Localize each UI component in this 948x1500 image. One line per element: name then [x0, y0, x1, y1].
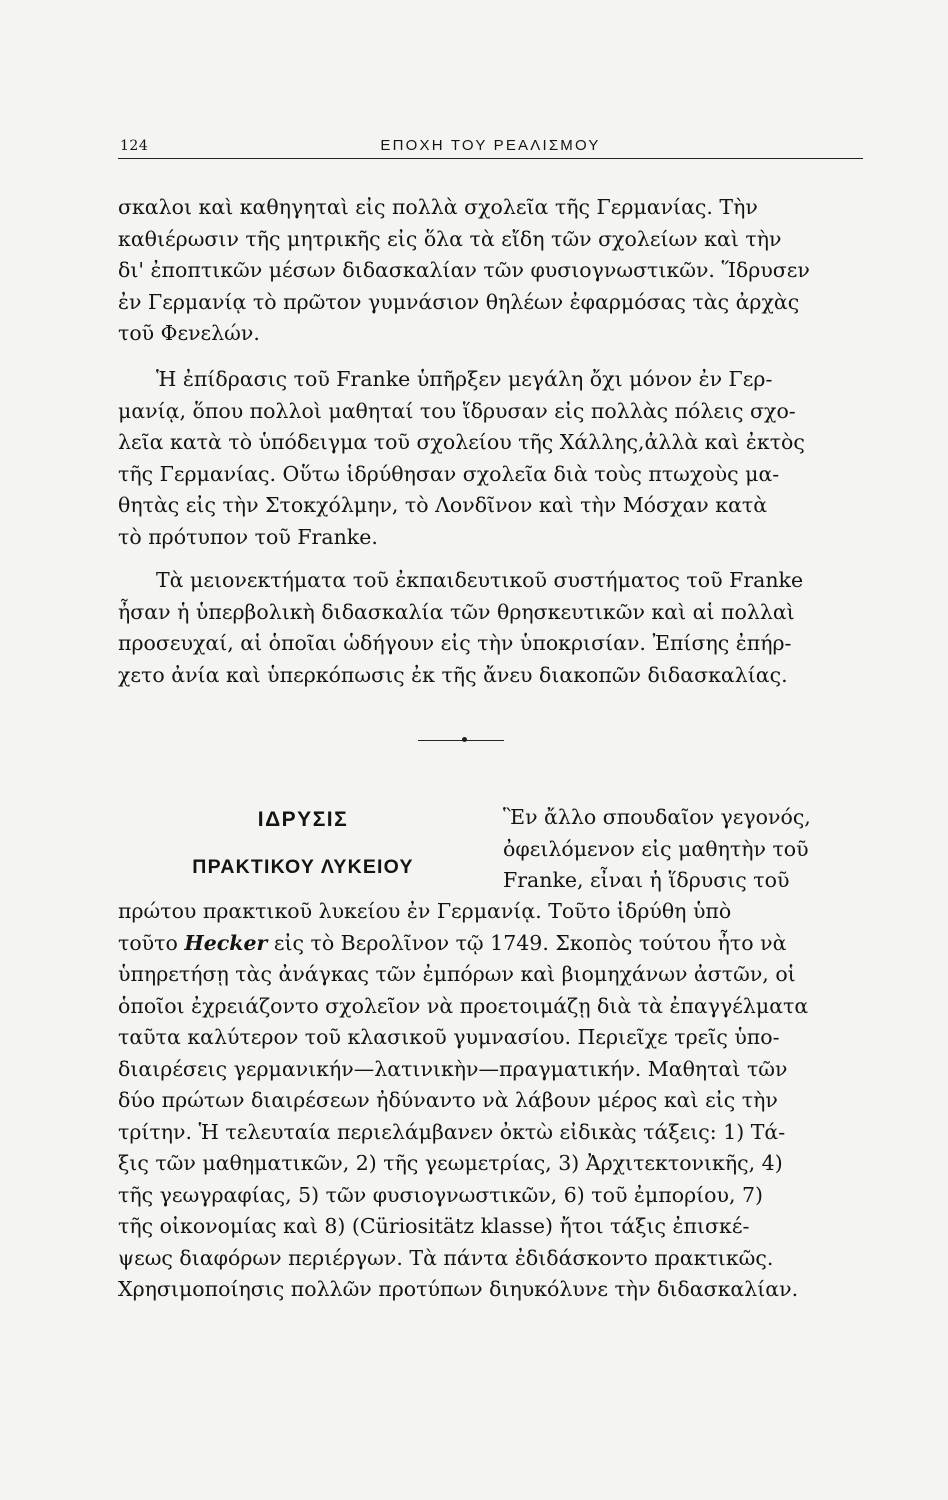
- author-name: Hecker: [184, 930, 268, 955]
- text-line: τῆς Γερμανίας. Οὕτω ἱδρύθησαν σχολεῖα διὰ τοὺς πτωχοὺς μα-: [118, 461, 780, 486]
- text-line-with-author: [118, 928, 863, 960]
- section-divider-dot: [462, 737, 467, 742]
- section-heading: [118, 808, 488, 879]
- text-line: ὀφειλόμενον εἰς μαθητὴν τοῦ: [503, 836, 809, 861]
- text-line: ξις τῶν μαθηματικῶν, 2) τῆς γεωμετρίας, 3) Ἀρχιτεκτονικῆς, 4): [118, 1151, 783, 1175]
- page-number: 124: [120, 138, 149, 154]
- text-line: ἦσαν ἡ ὑπερβολικὴ διδασκαλία τῶν θρησκευτικῶν καὶ αἱ πολλαὶ: [118, 599, 795, 624]
- text-line: Ἡ ἐπίδρασις τοῦ Franke ὑπῆρξεν μεγάλη ὄχι μόνον ἐν Γερ-: [156, 367, 773, 391]
- text-line: ἐν Γερμανίᾳ τὸ πρῶτον γυμνάσιον θηλέων ἐφαρμόσας τὰς ἀρχὰς: [118, 289, 800, 314]
- text-line: Χρησιμοποίησις πολλῶν προτύπων διηυκόλυνε τὴν διδασκαλίαν.: [118, 1277, 799, 1301]
- text-line: τοῦ Φενελών.: [118, 321, 260, 345]
- text-line: ὁποῖοι ἐχρειάζοντο σχολεῖον νὰ προετοιμάζῃ διὰ τὰ ἐπαγγέλματα: [118, 993, 809, 1018]
- text-line: δι' ἐποπτικῶν μέσων διδασκαλίαν τῶν φυσιογνωστικῶν. Ἵδρυσεν: [118, 258, 810, 282]
- text-line: πρώτου πρακτικοῦ λυκείου ἐν Γερμανίᾳ. Τοῦτο ἱδρύθη ὑπὸ: [118, 899, 732, 923]
- running-title: ΕΠΟΧΗ ΤΟΥ ΡΕΑΛΙΣΜΟΥ: [380, 137, 601, 154]
- text-line: ὑπηρετήσῃ τὰς ἀνάγκας τῶν ἐμπόρων καὶ βιομηχάνων ἀστῶν, οἱ: [118, 962, 796, 986]
- text-line: τῆς οἰκονομίας καὶ 8) (Cüriositätz klasse) ἤτοι τάξις ἐπισκέ-: [118, 1214, 750, 1238]
- text-line: προσευχαί, αἱ ὁποῖαι ὡδήγουν εἰς τὴν ὑποκρισίαν. Ἐπίσης ἐπήρ-: [118, 631, 792, 655]
- text-segment: εἰς τὸ Βερολῖνον τῷ 1749. Σκοπὸς τούτου ἦτο νὰ: [267, 930, 787, 955]
- running-head: [118, 138, 863, 159]
- text-line: τῆς γεωγραφίας, 5) τῶν φυσιογνωστικῶν, 6) τοῦ ἐμπορίου, 7): [118, 1182, 764, 1207]
- text-line: Franke, εἶναι ἡ ἵδρυσις τοῦ: [503, 868, 790, 892]
- section-intro: [503, 802, 863, 897]
- text-line: λεῖα κατὰ τὸ ὑπόδειγμα τοῦ σχολείου τῆς Χάλλης,ἀλλὰ καὶ ἐκτὸς: [118, 430, 805, 454]
- text-line: διαιρέσεις γερμανικήν—λατινικὴν—πραγματικήν. Μαθηταὶ τῶν: [118, 1056, 788, 1081]
- text-line: τρίτην. Ἡ τελευταία περιελάμβανεν ὀκτὼ εἰδικὰς τάξεις: 1) Τά-: [118, 1119, 786, 1144]
- text-segment: τοῦτο: [118, 930, 185, 955]
- paragraph-4: [118, 896, 863, 1306]
- text-line: καθιέρωσιν τῆς μητρικῆς εἰς ὅλα τὰ εἴδη τῶν σχολείων καὶ τὴν: [118, 226, 782, 251]
- text-line: Τὰ μειονεκτήματα τοῦ ἐκπαιδευτικοῦ συστήματος τοῦ Franke: [156, 568, 804, 592]
- paragraph-1: [118, 192, 863, 350]
- text-line: θητὰς εἰς τὴν Στοκχόλμην, τὸ Λονδῖνον καὶ τὴν Μόσχαν κατὰ: [118, 493, 768, 517]
- section-divider: [418, 740, 504, 741]
- paragraph-2: [118, 364, 863, 553]
- paragraph-3: [118, 565, 863, 691]
- text-line: τὸ πρότυπον τοῦ Franke.: [118, 524, 378, 549]
- text-line: ταῦτα καλύτερον τοῦ κλασικοῦ γυμνασίου. Περιεῖχε τρεῖς ὑπο-: [118, 1025, 780, 1049]
- text-line: δύο πρώτων διαιρέσεων ἠδύναντο νὰ λάβουν μέρος καὶ εἰς τὴν: [118, 1088, 778, 1112]
- section-heading-line-1: ΙΔΡΥΣΙΣ: [257, 808, 349, 831]
- text-line: σκαλοι καὶ καθηγηταὶ εἰς πολλὰ σχολεῖα τῆς Γερμανίας. Τὴν: [118, 195, 758, 219]
- text-line: χετο ἀνία καὶ ὑπερκόπωσις ἐκ τῆς ἄνευ διακοπῶν διδασκαλίας.: [118, 662, 788, 687]
- section-heading-line-2: ΠΡΑΚΤΙΚΟΥ ΛΥΚΕΙΟΥ: [192, 856, 414, 878]
- text-line: μανίᾳ, ὅπου πολλοὶ μαθηταί του ἵδρυσαν εἰς πολλὰς πόλεις σχο-: [118, 398, 796, 423]
- text-line: ψεως διαφόρων περιέργων. Τὰ πάντα ἐδιδάσκοντο πρακτικῶς.: [118, 1245, 774, 1270]
- text-line: Ἓν ἄλλο σπουδαῖον γεγονός,: [503, 805, 811, 829]
